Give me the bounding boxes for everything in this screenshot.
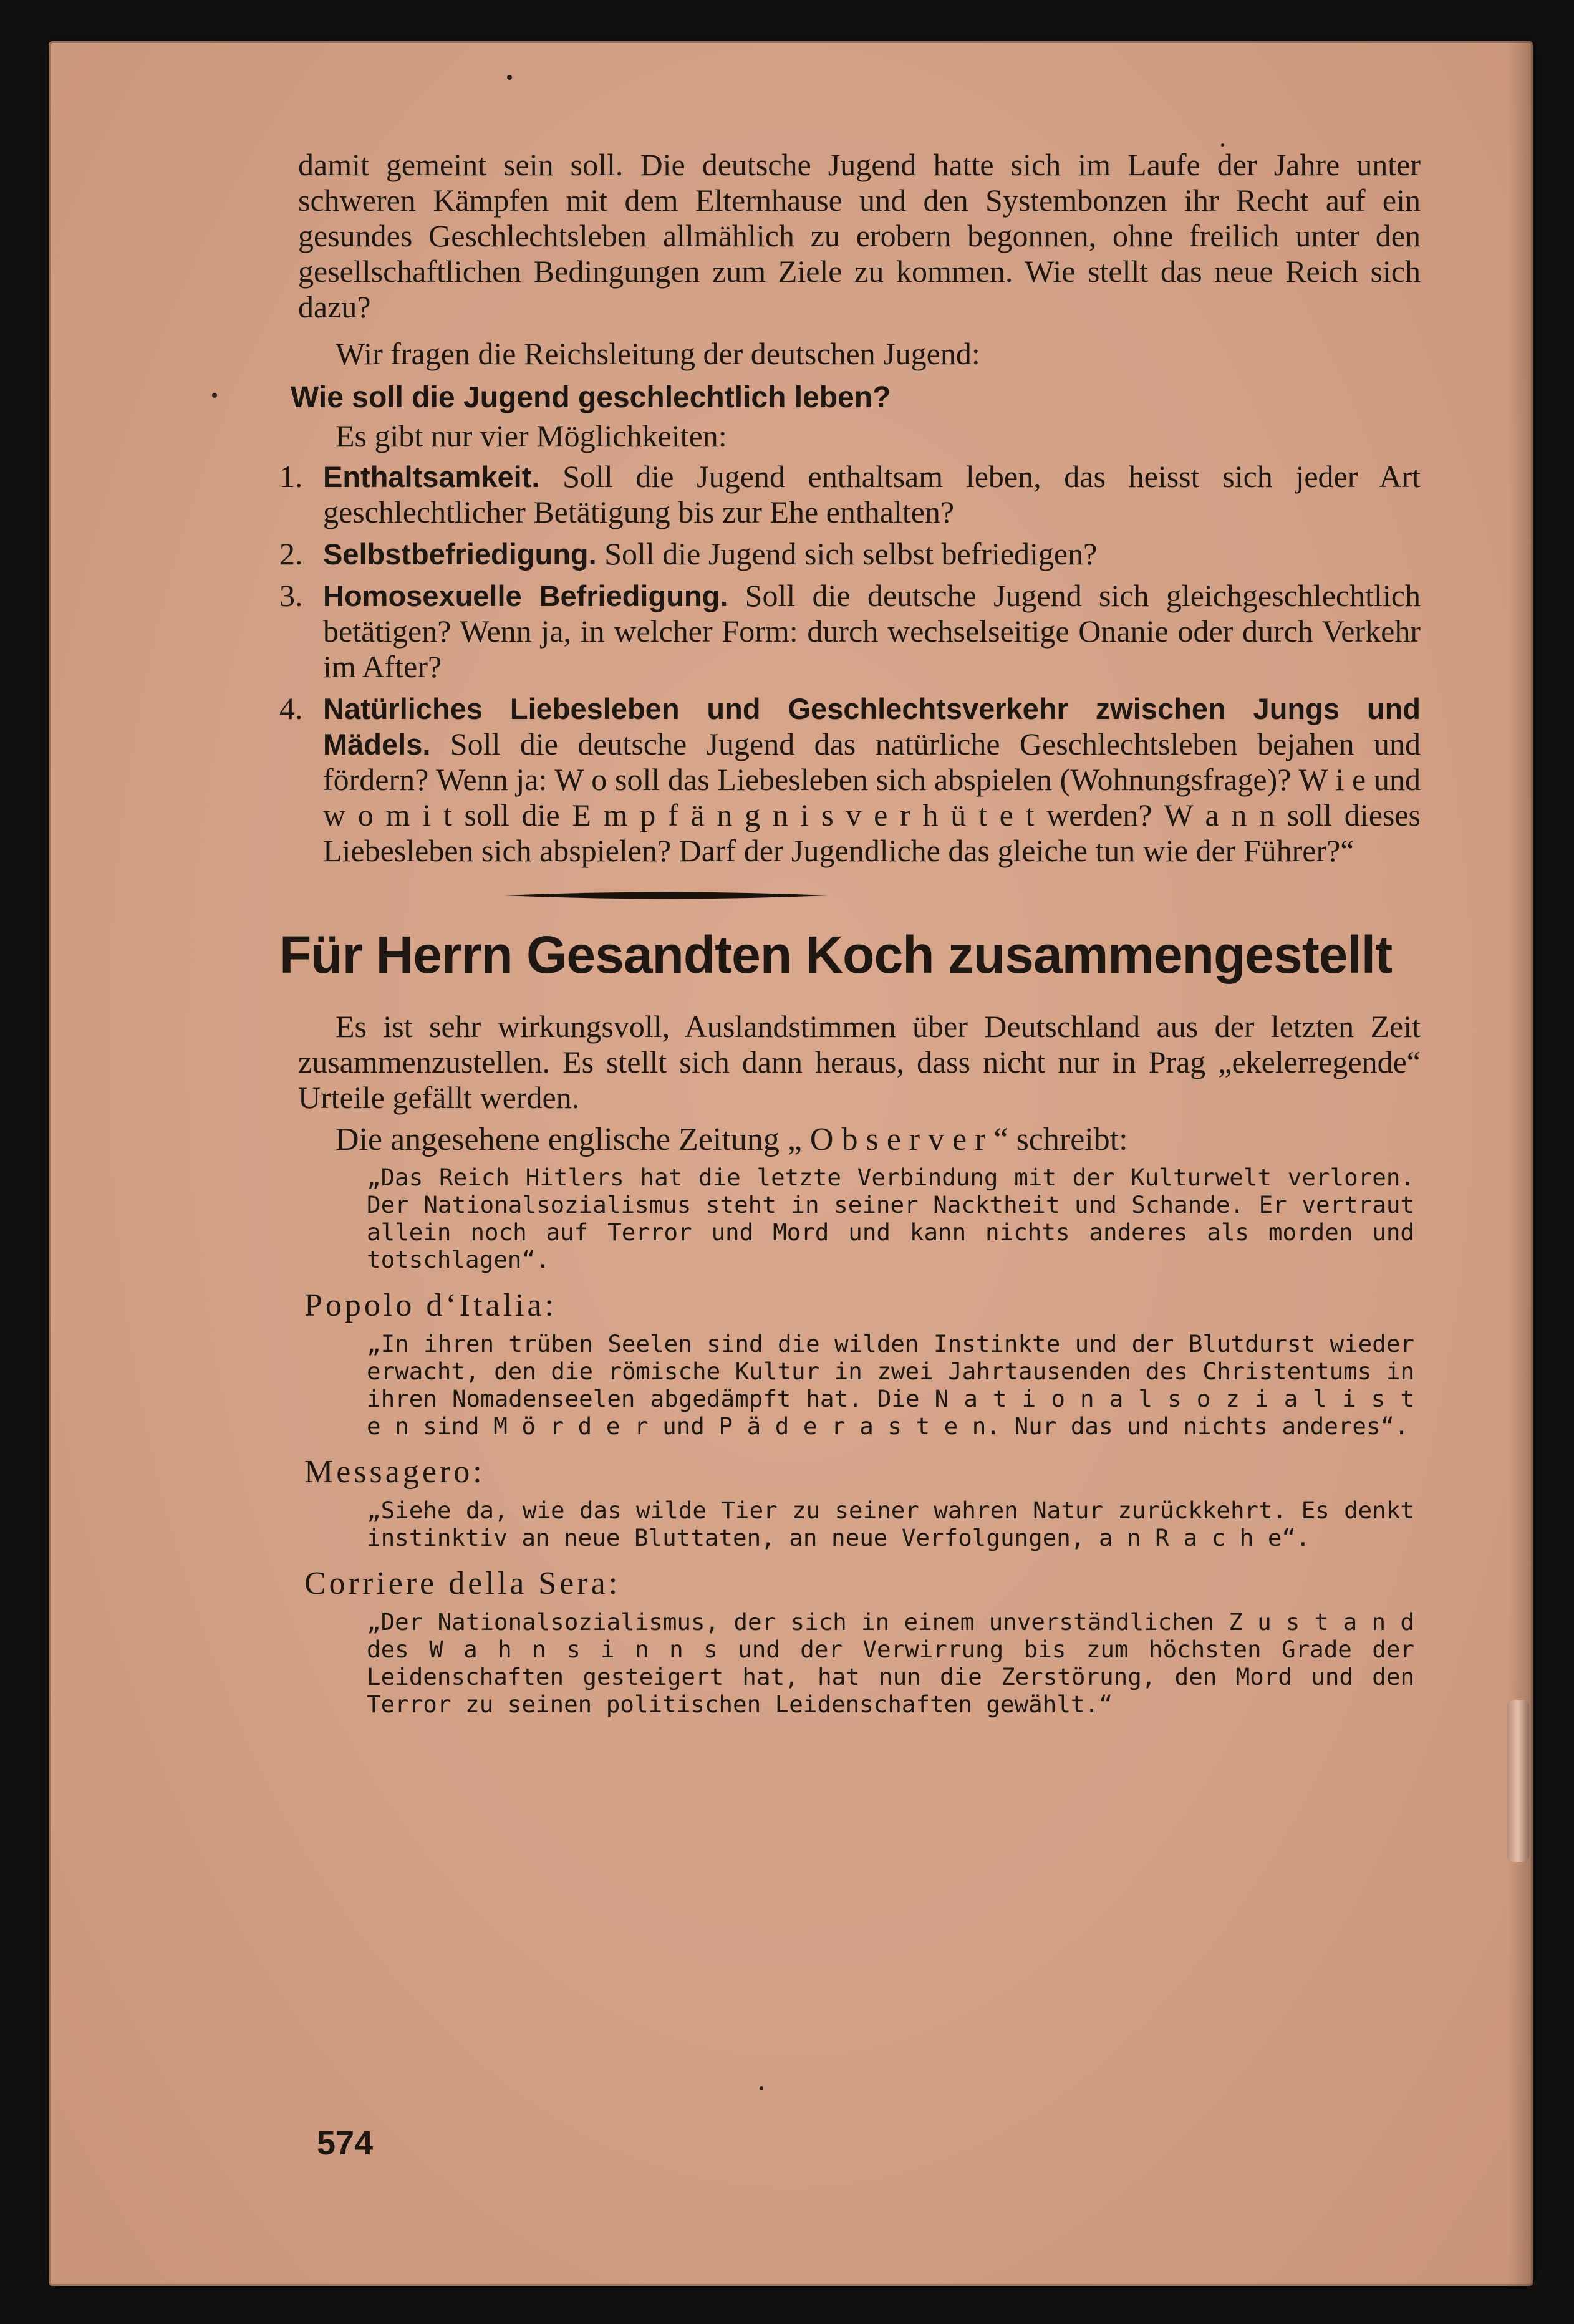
ink-speck	[1221, 143, 1224, 147]
list-number: 4.	[279, 691, 303, 726]
ink-speck	[760, 2086, 763, 2090]
list-body	[323, 459, 1421, 530]
section-heading: Für Herrn Gesandten Koch zusammengestellt	[279, 925, 1393, 984]
paragraph-continuation: damit gemeint sein soll. Die deutsche Jugend hatte sich im Laufe der Jahre unter schweren Kämpfen mit dem Elternhause und den Systembonzen ihr Recht auf ein gesundes Geschlechtsleben allmählich zu erobern begonnen, ohne freilich unter den gesellschaftlichen Bedingungen zum Ziele zu kommen. Wie stellt das neue Reich sich dazu?	[298, 147, 1421, 324]
list-body	[323, 536, 1421, 572]
ink-speck	[212, 393, 217, 398]
list-text: Soll die Jugend enthaltsam leben, das heisst sich jeder Art geschlechtlicher Betätigung bis zur Ehe enthalten?	[323, 459, 1421, 529]
page-edge-shadow	[1508, 41, 1533, 2286]
torn-page-edge	[1507, 1700, 1529, 1862]
list-text: Soll die deutsche Jugend sich gleichgeschlechtlich betätigen? Wenn ja, in welcher Form: durch wechselseitige Onanie oder durch Verkehr im After?	[323, 578, 1421, 684]
page-content	[279, 147, 1421, 1718]
list-body	[323, 578, 1421, 685]
source-popolo: Popolo d‘Italia:	[304, 1288, 557, 1323]
list-term: Homosexuelle Befriedigung.	[323, 579, 728, 612]
list-number: 2.	[279, 536, 303, 571]
paragraph-question-intro: Wir fragen die Reichsleitung der deutschen Jugend:	[336, 336, 980, 371]
list-text: Soll die deutsche Jugend das natürliche Geschlechtsleben bejahen und fördern? Wenn ja: W o soll das Liebesleben sich abspielen (Wohnungsfrage)? W i e und w o m i t soll die E m p f ä n g n i s v e r h ü t e t werden? W a n n soll dieses Liebesleben sich abspielen? Darf der Jugendliche das gleiche tun wie der Führer?“	[323, 726, 1421, 868]
list-term: Enthaltsamkeit.	[323, 460, 540, 493]
quote-corriere: „Der Nationalsozialismus, der sich in einem unverständlichen Z u s t a n d des W a h n s i n n s und der Verwirrung bis zum höchsten Grade der Leidenschaften gesteigert hat, hat nun die Zerstörung, den Mord und den Terror zu seinen politischen Leidenschaften gewählt.“	[367, 1608, 1414, 1718]
ink-speck	[507, 75, 512, 80]
book-page	[49, 41, 1533, 2286]
list-number: 3.	[279, 578, 303, 613]
list-item	[279, 578, 1421, 685]
list-item	[279, 459, 1421, 530]
list-item	[279, 691, 1421, 869]
quote-popolo: „In ihren trüben Seelen sind die wilden Instinkte und der Blutdurst wieder erwacht, den die römische Kultur in zwei Jahrtausenden des Christentums in ihren Nomadenseelen abgedämpft hat. Die N a t i o n a l s o z i a l i s t e n sind M ö r d e r und P ä d e r a s t e n. Nur das und nichts anderes“.	[367, 1330, 1414, 1440]
quote-observer: „Das Reich Hitlers hat die letzte Verbindung mit der Kulturwelt verloren. Der Nationalsozialismus steht in seiner Nacktheit und Schande. Er vertraut allein noch auf Terror und Mord und kann nichts anderes als morden und totschlagen“.	[367, 1164, 1414, 1273]
options-intro: Es gibt nur vier Möglichkeiten:	[336, 418, 727, 453]
list-text: Soll die Jugend sich selbst befriedigen?	[596, 536, 1098, 571]
list-body	[323, 691, 1421, 869]
list-term: Selbstbefriedigung.	[323, 538, 597, 571]
section-divider-rule	[504, 890, 828, 901]
list-number: 1.	[279, 459, 303, 494]
source-messagero: Messagero:	[304, 1454, 485, 1490]
paragraph-observer-intro: Die angesehene englische Zeitung „ O b s e r v e r “ schreibt:	[336, 1122, 1128, 1157]
paragraph-intro: Es ist sehr wirkungsvoll, Auslandstimmen über Deutschland aus der letzten Zeit zusammenzustellen. Es stellt sich dann heraus, dass nicht nur in Prag „ekelerregende“ Urteile gefällt werden.	[298, 1009, 1421, 1115]
options-list	[279, 459, 1421, 869]
page-number: 574	[317, 2124, 374, 2162]
quote-messagero: „Siehe da, wie das wilde Tier zu seiner wahren Natur zurückkehrt. Es denkt instinktiv an neue Bluttaten, an neue Verfolgungen, a n R a c h e“.	[367, 1497, 1414, 1551]
list-term: Natürliches Liebesleben und Geschlechtsverkehr zwischen Jungs und Mädels.	[323, 692, 1421, 761]
bold-question: Wie soll die Jugend geschlechtlich leben?	[291, 381, 891, 414]
source-corriere: Corriere della Sera:	[304, 1566, 621, 1601]
list-item	[279, 536, 1421, 572]
